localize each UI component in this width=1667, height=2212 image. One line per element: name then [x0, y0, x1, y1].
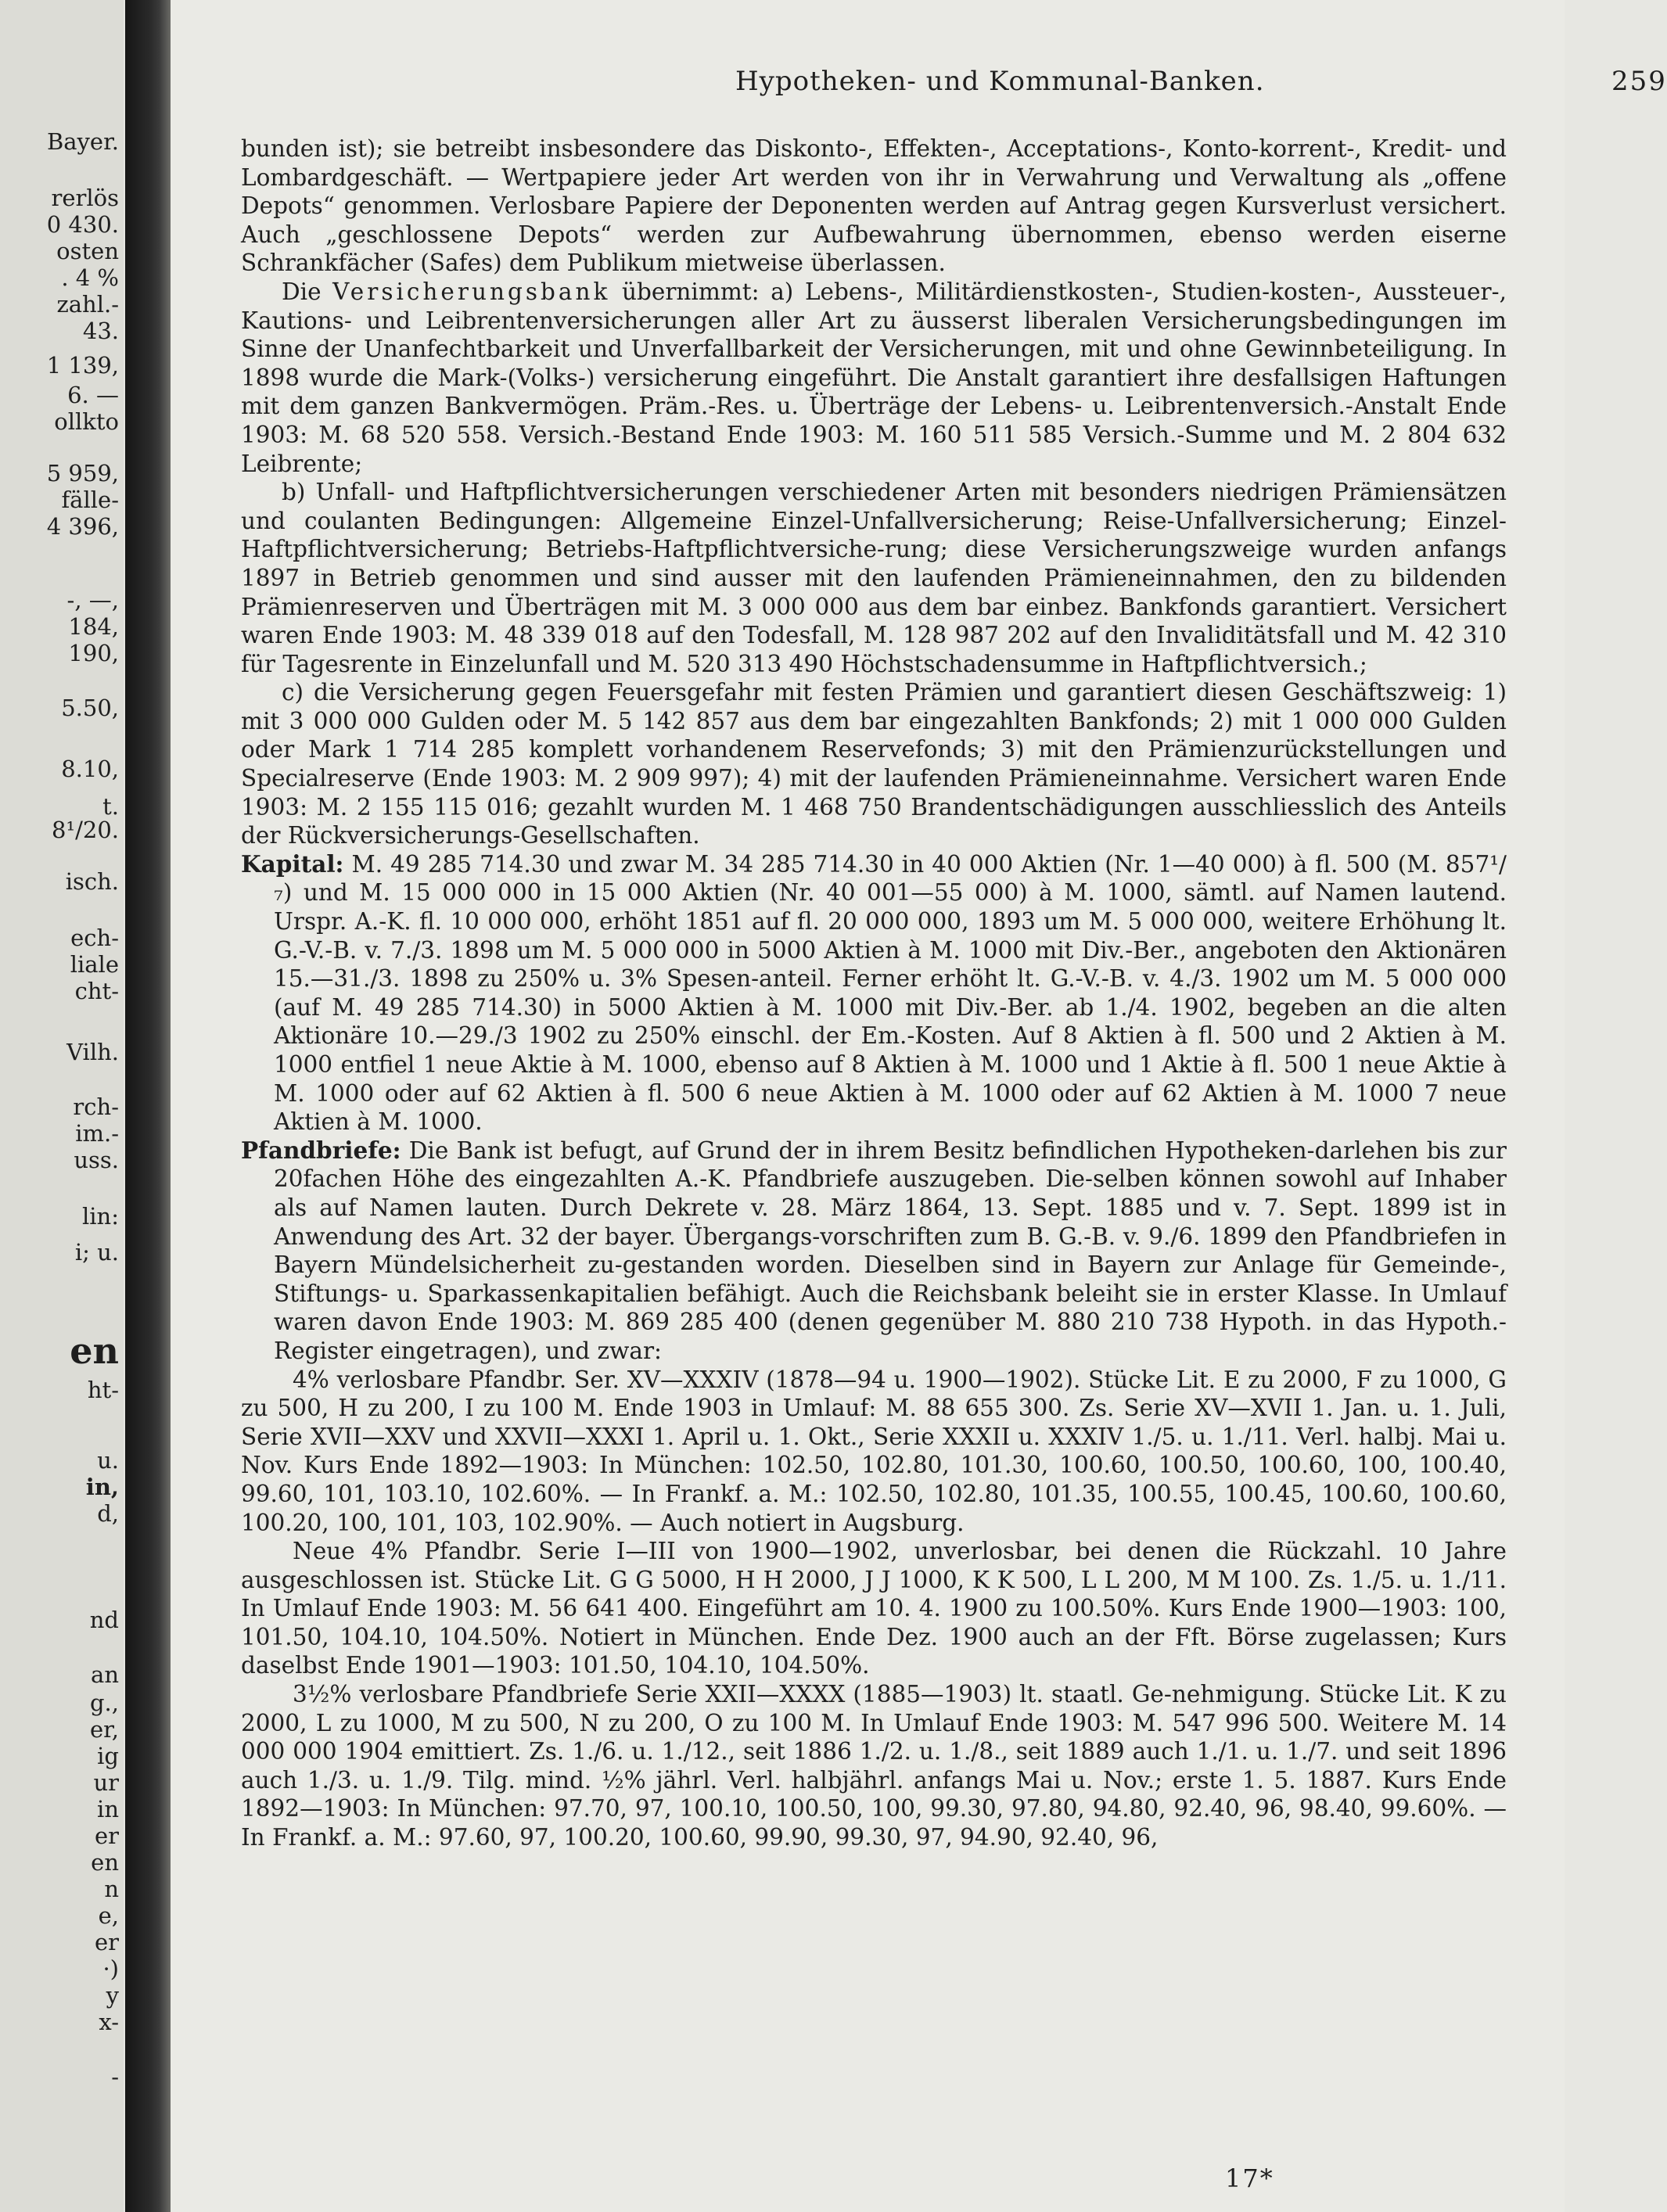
adjacent-page-fragment: 4 396,	[46, 513, 119, 540]
adjacent-page-fragment: n	[104, 1876, 119, 1902]
adjacent-page-strip	[0, 0, 124, 2212]
adjacent-page-fragment: 0 430.	[46, 211, 119, 238]
kapital-label: Kapital:	[241, 849, 344, 878]
adjacent-page-fragment: 8¹/20.	[52, 817, 119, 843]
adjacent-page-fragment: 43.	[82, 318, 119, 344]
adjacent-page-fragment: uss.	[74, 1147, 119, 1173]
adjacent-page-fragment: zahl.-	[56, 291, 119, 318]
adjacent-page-fragment: im.-	[75, 1120, 119, 1147]
kapital-text: M. 49 285 714.30 und zwar M. 34 285 714.30 in 40 000 Aktien (Nr. 1—40 000) à fl. 500 (M. 857¹/₇) und M. 15 000 000 in 15 000 Aktien (Nr. 40 001—55 000) à M. 1000, sämtl. auf Namen lautend. Urspr. A.-K. fl. 10 000 000, erhöht 1851 auf fl. 20 000 000, 1893 um M. 5 000 000, weitere Erhöhung lt. G.-V.-B. v. 7./3. 1898 um M. 5 000 000 in 5000 Aktien à M. 1000 mit Div.-Ber., angeboten den Aktionären 15.—31./3. 1898 zu 250% u. 3% Spesen-anteil. Ferner erhöht lt. G.-V.-B. v. 4./3. 1902 um M. 5 000 000 (auf M. 49 285 714.30) in 5000 Aktien à M. 1000 mit Div.-Ber. ab 1./4. 1902, begeben an die alten Aktionäre 10.—29./3 1902 zu 250% einschl. der Em.-Kosten. Auf 8 Aktien à fl. 500 und 2 Aktien à M. 1000 entfiel 1 neue Aktie à M. 1000, ebenso auf 8 Aktien à M. 1000 und 1 Aktie à fl. 500 1 neue Aktie à M. 1000 oder auf 62 Aktien à fl. 500 6 neue Aktien à M. 1000 oder auf 62 Aktien à M. 1000 7 neue Aktien à M. 1000.	[274, 850, 1507, 1136]
adjacent-page-fragment: en	[70, 1330, 119, 1372]
adjacent-page-fragment: Vilh.	[66, 1039, 119, 1065]
adjacent-page-fragment: y	[106, 1982, 119, 2009]
paragraph-versicherungsbank	[241, 278, 1507, 478]
versicherungsbank-spaced-term: Versicherungsbank	[332, 278, 611, 305]
adjacent-page-fragment: 184,	[68, 613, 119, 640]
adjacent-page-fragment: g.,	[89, 1690, 119, 1716]
adjacent-page-fragment: in,	[85, 1474, 119, 1500]
paragraph-unfall: b) Unfall- und Haftpflichtversicherungen verschiedener Arten mit besonders niedrigen Prämiensätzen und coulanten Bedingungen: Allgemeine Einzel-Unfallversicherung; Reise-Unfallversicherung; Einzel-Haftpflichtversicherung; Betriebs-Haftpflichtversiche-rung; diese Versicherungszweige wurden anfangs 1897 in Betrieb genommen und sind ausser mit den laufenden Prämieneinnahmen, den zu bildenden Prämienreserven und Überträgen mit M. 3 000 000 aus dem bar einbez. Bankfonds garantiert. Versichert waren Ende 1903: M. 48 339 018 auf den Todesfall, M. 128 987 202 auf den Invaliditätsfall und M. 42 310 für Tagesrente in Einzelunfall und M. 520 313 490 Höchstschadensumme in Haftpflichtversich.;	[241, 479, 1507, 677]
adjacent-page-fragment: x-	[99, 2009, 119, 2035]
adjacent-page-fragment: 5 959,	[46, 460, 119, 487]
adjacent-page-fragment: er	[94, 1929, 119, 1955]
adjacent-page-fragment: u.	[97, 1447, 119, 1474]
paragraph-4pct-verlosbar: 4% verlosbare Pfandbr. Ser. XV—XXXIV (1878—94 u. 1900—1902). Stücke Lit. E zu 2000, F zu 1000, G zu 500, H zu 200, I zu 100 M. Ende 1903 in Umlauf: M. 88 655 300. Zs. Serie XV—XVII 1. Jan. u. 1. Juli, Serie XVII—XXV und XXVII—XXXI 1. April u. 1. Okt., Serie XXXII u. XXXIV 1./5. u. 1./11. Verl. halbj. Mai u. Nov. Kurs Ende 1892—1903: In München: 102.50, 102.80, 101.30, 100.60, 100.50, 100.60, 100, 100.40, 99.60, 101, 103.10, 102.60%. — In Frankf. a. M.: 102.50, 102.80, 101.35, 100.55, 100.45, 100.60, 100.60, 100.20, 100, 101, 103, 102.90%. — Auch notiert in Augsburg.	[241, 1366, 1507, 1536]
pfandbriefe-text: Die Bank ist befugt, auf Grund der in ihrem Besitz befindlichen Hypotheken-darlehen bis zur 20fachen Höhe des eingezahlten A.-K. Pfandbriefe auszugeben. Die-selben können sowohl auf Inhaber als auf Namen lauten. Durch Dekrete v. 28. März 1864, 13. Sept. 1885 und v. 7. Sept. 1899 ist in Anwendung des Art. 32 der bayer. Übergangs-vorschriften zum B. G.-B. v. 9./6. 1899 den Pfandbriefen in Bayern Mündelsicherheit zu-gestanden worden. Dieselben sind in Bayern zur Anlage für Gemeinde-, Stiftungs- u. Sparkassenkapitalien befähigt. Auch die Reichsbank beleiht sie in erster Klasse. In Umlauf waren davon Ende 1903: M. 869 285 400 (denen gegenüber M. 880 210 738 Hypoth. in das Hypoth.-Register eingetragen), und zwar:	[274, 1137, 1507, 1364]
adjacent-page-fragment: fälle-	[61, 487, 119, 513]
page	[171, 0, 1667, 2212]
adjacent-page-fragment: ech-	[70, 925, 119, 951]
adjacent-page-fragment: 8.10,	[61, 756, 119, 782]
paragraph-neue-4pct: Neue 4% Pfandbr. Serie I—III von 1900—1902, unverlosbar, bei denen die Rückzahl. 10 Jahre ausgeschlossen ist. Stücke Lit. G G 5000, H H 2000, J J 1000, K K 500, L L 200, M M 100. Zs. 1./5. u. 1./11. In Umlauf Ende 1903: M. 56 641 400. Eingeführt am 10. 4. 1900 zu 100.50%. Kurs Ende 1900—1903: 100, 101.50, 104.10, 104.50%. Notiert in München. Ende Dez. 1900 auch an der Fft. Börse zugelassen; Kurs daselbst Ende 1901—1903: 101.50, 104.10, 104.50%.	[241, 1538, 1507, 1679]
adjacent-page-fragment: ig	[97, 1743, 119, 1769]
adjacent-page-fragment: ·)	[102, 1955, 119, 1982]
adjacent-page-fragment: isch.	[65, 868, 119, 895]
versicherungsbank-text: übernimmt: a) Lebens-, Militärdienstkosten-, Studien-kosten-, Aussteuer-, Kautions- und Leibrentenversicherungen aller Art zu äusserst liberalen Versicherungsbedingungen im Sinne der Unanfechtbarkeit und Unverfallbarkeit der Versicherungen, mit und ohne Gewinnbeteiligung. In 1898 wurde die Mark-(Volks-) versicherung eingeführt. Die Anstalt garantiert ihre desfallsigen Haftungen mit dem ganzen Bankvermögen. Präm.-Res. u. Überträge der Lebens- u. Leibrentenversich.-Anstalt Ende 1903: M. 68 520 558. Versich.-Bestand Ende 1903: M. 160 511 585 Versich.-Summe und M. 2 804 632 Leibrente;	[241, 278, 1507, 477]
adjacent-page-fragment: d,	[97, 1500, 119, 1527]
pfandbriefe-label: Pfandbriefe:	[241, 1136, 401, 1164]
adjacent-page-fragment: -	[111, 2063, 119, 2090]
adjacent-page-fragment: 1 139,	[46, 352, 119, 379]
paragraph-pfandbriefe	[241, 1137, 1507, 1366]
adjacent-page-fragment: -, —,	[66, 587, 119, 613]
adjacent-page-fragment: an	[91, 1661, 119, 1688]
paragraph-feuer: c) die Versicherung gegen Feuersgefahr mit festen Prämien und garantiert diesen Geschäftszweig: 1) mit 3 000 000 Gulden oder M. 5 142 857 aus dem bar eingezahlten Bankfonds; 2) mit 1 000 000 Gulden oder Mark 1 714 285 komplett vorhandenem Reservefonds; 3) mit den Prämienzurückstellungen und Specialreserve (Ende 1903: M. 2 909 997); 4) mit der laufenden Prämieneinnahme. Versichert waren Ende 1903: M. 2 155 115 016; gezahlt wurden M. 1 468 750 Brandentschädigungen ausschliesslich des Anteils der Rückversicherungs-Gesellschaften.	[241, 679, 1507, 849]
paragraph-3-5pct: 3½% verlosbare Pfandbriefe Serie XXII—XXXX (1885—1903) lt. staatl. Ge-nehmigung. Stücke Lit. K zu 2000, L zu 1000, M zu 500, N zu 200, O zu 100 M. In Umlauf Ende 1903: M. 547 996 500. Weitere M. 14 000 000 1904 emittiert. Zs. 1./6. u. 1./12., seit 1886 1./2. u. 1./8., seit 1889 auch 1./1. u. 1./7. und seit 1896 auch 1./3. u. 1./9. Tilg. mind. ½% jährl. Verl. halbjährl. anfangs Mai u. Nov.; erste 1. 5. 1887. Kurs Ende 1892—1903: In München: 97.70, 97, 100.10, 100.50, 100, 99.30, 97.80, 94.80, 92.40, 96, 98.40, 99.60%. — In Frankf. a. M.: 97.60, 97, 100.20, 100.60, 99.90, 99.30, 97, 94.90, 92.40, 96,	[241, 1681, 1507, 1851]
body-text	[241, 135, 1507, 1852]
adjacent-page-fragment: e,	[98, 1902, 119, 1929]
adjacent-page-fragment: rerlös	[51, 185, 119, 211]
adjacent-page-fragment: t.	[102, 793, 119, 820]
adjacent-page-fragment: 6. —	[67, 382, 119, 408]
adjacent-page-fragment: . 4 %	[61, 264, 119, 291]
adjacent-page-fragment: i; u.	[74, 1239, 119, 1266]
adjacent-page-fragment: 5.50,	[61, 695, 119, 721]
book-spine	[125, 0, 171, 2212]
adjacent-page-fragment: en	[91, 1849, 119, 1876]
adjacent-page-fragment: rch-	[73, 1093, 119, 1120]
page-number: 259	[1611, 66, 1667, 97]
adjacent-page-fragment: nd	[89, 1607, 119, 1633]
adjacent-page-fragment: Bayer.	[46, 128, 119, 155]
adjacent-page-fragment: cht-	[74, 978, 119, 1004]
adjacent-page-fragment: ht-	[87, 1377, 119, 1403]
header-title: Hypotheken- und Kommunal-Banken.	[735, 66, 1265, 97]
versicherungsbank-prefix: Die	[282, 278, 322, 305]
paragraph-depots: bunden ist); sie betreibt insbesondere das Diskonto-, Effekten-, Acceptations-, Konto-korrent-, Kredit- und Lombardgeschäft. — Wertpapiere jeder Art werden von ihr in Verwahrung und Verwaltung als „offene Depots“ genommen. Verlosbare Papiere der Deponenten werden auf Antrag gegen Kursverlust versichert. Auch „geschlossene Depots“ werden zur Aufbewahrung übernommen, ebenso werden eiserne Schrankfächer (Safes) dem Publikum mietweise überlassen.	[241, 135, 1507, 277]
adjacent-page-fragment: in	[97, 1796, 119, 1822]
signature-mark: 17*	[1225, 2164, 1274, 2193]
adjacent-page-fragment: 190,	[68, 640, 119, 666]
adjacent-page-fragment: ollkto	[54, 408, 119, 435]
adjacent-page-fragment: er	[94, 1822, 119, 1849]
adjacent-page-fragment: osten	[56, 238, 119, 264]
adjacent-page-fragment: lin:	[82, 1203, 119, 1230]
paragraph-kapital	[241, 850, 1507, 1137]
adjacent-page-fragment: er,	[89, 1716, 119, 1743]
adjacent-page-fragment: liale	[70, 951, 119, 978]
adjacent-page-fragment: ur	[93, 1769, 119, 1796]
